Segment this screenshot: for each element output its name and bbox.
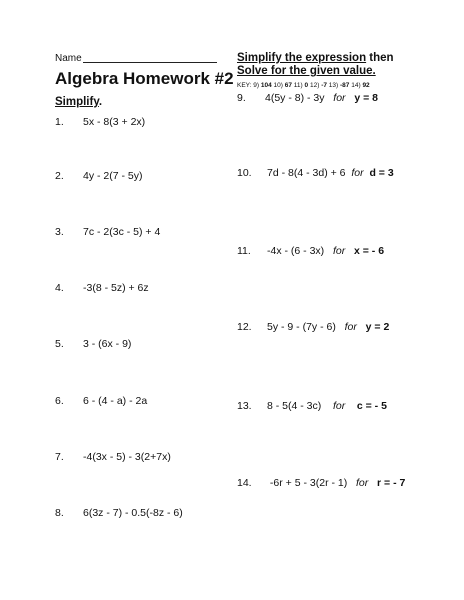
answer-key-value: 0 (304, 82, 309, 89)
answer-key-value: -7 (321, 82, 327, 89)
problem-for: for (344, 321, 357, 333)
problem-13 (237, 400, 387, 412)
answer-key-index: 14) (351, 82, 361, 89)
section-title-underlined: Simplify the expression (237, 52, 367, 64)
problem-value: d = 3 (369, 167, 394, 179)
problem-6 (55, 395, 147, 407)
problem-expression: 8 - 5(4 - 3c) (267, 400, 322, 412)
answer-key-value: 67 (284, 82, 292, 89)
problem-for: for (333, 92, 346, 104)
problem-for: for (332, 245, 346, 257)
problem-number: 1. (55, 116, 64, 128)
problem-value: y = 8 (354, 92, 378, 104)
problem-for: for (332, 400, 346, 412)
problem-12 (237, 321, 389, 333)
section-title-period: . (98, 96, 103, 108)
problem-for: for (351, 167, 364, 179)
problem-expression: 5y - 9 - (7y - 6) (267, 321, 336, 333)
problem-expression: 7d - 8(4 - 3d) + 6 (267, 167, 346, 179)
section-title-line2: Solve for the given value. (237, 65, 376, 77)
problem-number: 4. (55, 282, 64, 294)
problem-number: 3. (55, 226, 64, 238)
problem-number: 9. (237, 92, 246, 104)
name-blank-line (83, 62, 217, 63)
problem-10 (237, 167, 394, 179)
problem-value: r = - 7 (377, 477, 406, 489)
problem-number: 8. (55, 507, 64, 519)
problem-number: 2. (55, 170, 64, 182)
problem-value: x = - 6 (353, 245, 385, 257)
problem-11 (237, 245, 384, 257)
answer-key (237, 82, 370, 89)
problem-number: 14. (237, 477, 252, 489)
problem-number: 11. (237, 245, 251, 257)
problem-expression: 4y - 2(7 - 5y) (83, 170, 143, 182)
problem-1 (55, 116, 145, 128)
problem-number: 10. (237, 167, 252, 179)
problem-3 (55, 226, 160, 238)
answer-key-index: 10) (273, 82, 283, 89)
problem-4 (55, 282, 149, 294)
problem-number: 12. (237, 321, 252, 333)
answer-key-index: 13) (328, 82, 339, 89)
answer-key-index: 12) (309, 82, 320, 89)
answer-key-value: 104 (260, 82, 272, 89)
problem-expression: -4x - (6 - 3x) (267, 245, 325, 257)
answer-key-value: -87 (340, 82, 350, 89)
page-title: Algebra Homework #2 (55, 69, 234, 88)
problem-expression: 6(3z - 7) - 0.5(-8z - 6) (83, 507, 183, 519)
problem-expression: 4(5y - 8) - 3y (265, 92, 325, 104)
answer-key-label: KEY: 9) (237, 82, 260, 89)
answer-key-value: 92 (362, 82, 370, 89)
name-label: Name (55, 53, 82, 64)
problem-expression: 3 - (6x - 9) (83, 338, 132, 350)
section-title-text: Simplify (55, 96, 99, 108)
problem-value: y = 2 (365, 321, 390, 333)
problem-number: 5. (55, 338, 64, 350)
problem-value: c = - 5 (356, 400, 387, 412)
problem-expression: -6r + 5 - 3(2r - 1) (267, 477, 348, 489)
problem-expression: 5x - 8(3 + 2x) (83, 116, 146, 128)
problem-number: 7. (55, 451, 64, 463)
problem-5 (55, 338, 131, 350)
section-title-rest: then (366, 52, 394, 64)
section-title-simplify (55, 96, 102, 108)
problem-number: 13. (237, 400, 252, 412)
section-title-line1 (237, 52, 394, 65)
problem-7 (55, 451, 171, 463)
problem-expression: -4(3x - 5) - 3(2+7x) (83, 451, 171, 463)
problem-expression: 7c - 2(3c - 5) + 4 (83, 226, 161, 238)
problem-expression: 6 - (4 - a) - 2a (83, 395, 148, 407)
problem-number: 6. (55, 395, 64, 407)
section-title-solve (237, 52, 394, 78)
problem-2 (55, 170, 143, 182)
problem-8 (55, 507, 183, 519)
problem-expression: -3(8 - 5z) + 6z (83, 282, 149, 294)
answer-key-index: 11) (293, 82, 303, 89)
problem-9 (237, 92, 378, 104)
problem-for: for (356, 477, 369, 489)
problem-14 (237, 477, 405, 489)
